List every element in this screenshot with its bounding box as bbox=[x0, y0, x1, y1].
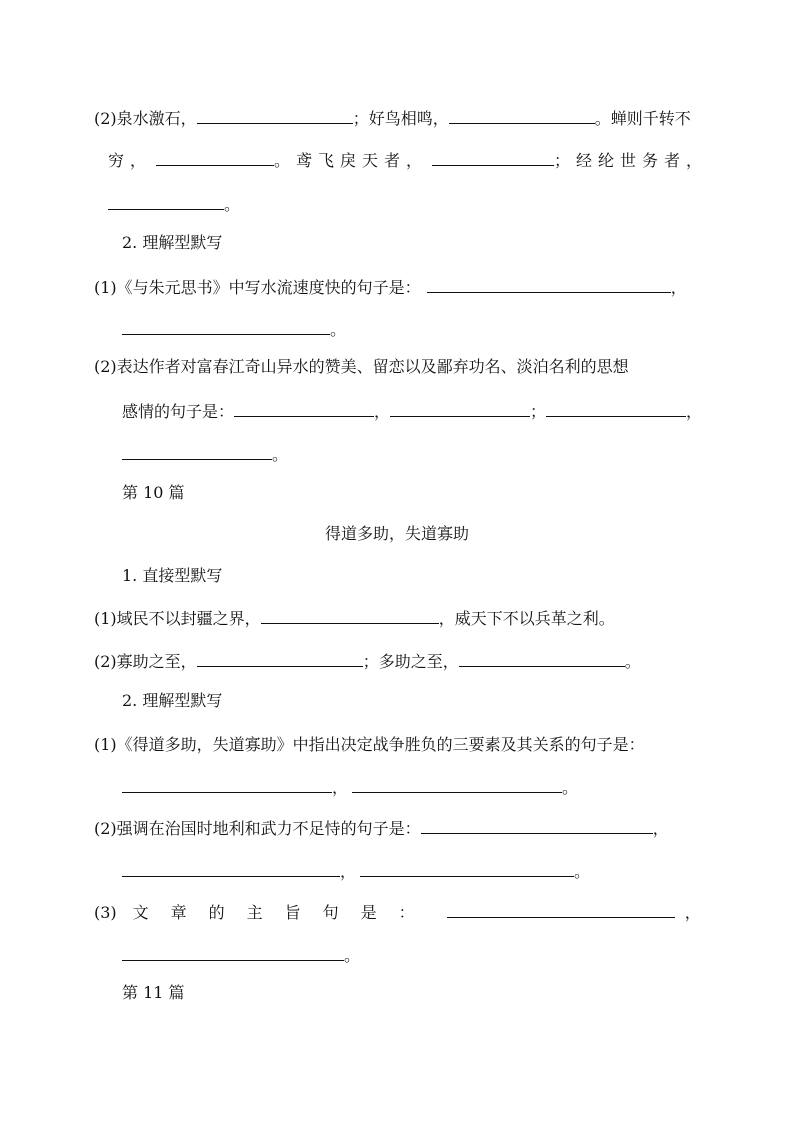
answer-blank[interactable] bbox=[352, 776, 562, 793]
answer-blank[interactable] bbox=[234, 400, 374, 417]
answer-blank[interactable] bbox=[122, 776, 332, 793]
prev-item2-line3: 。 bbox=[108, 193, 240, 216]
item-number: (1) bbox=[94, 278, 117, 297]
understand-q2-line1: (2)强调在治国时地利和武力不足恃的句子是： ， bbox=[94, 819, 669, 838]
answer-blank[interactable] bbox=[360, 860, 574, 877]
understand-q2-line2: ， 。 bbox=[122, 860, 590, 883]
answer-blank[interactable] bbox=[261, 607, 439, 624]
item-number: (2) bbox=[94, 109, 117, 128]
item-number: (2) bbox=[94, 652, 117, 671]
answer-blank[interactable] bbox=[122, 860, 340, 877]
answer-blank[interactable] bbox=[108, 193, 224, 210]
answer-blank[interactable] bbox=[122, 944, 344, 961]
prev-q1-line2: 。 bbox=[122, 318, 346, 341]
answer-blank[interactable] bbox=[546, 400, 686, 417]
item-number: (1) bbox=[94, 735, 117, 754]
chapter-title: 得道多助，失道寡助 bbox=[324, 524, 469, 543]
section-heading: 2. 理解型默写 bbox=[122, 233, 223, 252]
answer-blank[interactable] bbox=[156, 149, 274, 166]
prev-item2-line1: (2)泉水激石， ；好鸟相鸣， 。蝉则千转不 bbox=[94, 109, 691, 128]
prev-item2-line2: 穷， 。鸢飞戾天者， ；经纶世务者， bbox=[108, 151, 709, 170]
answer-blank[interactable] bbox=[459, 650, 625, 667]
item-number: (3) bbox=[94, 903, 117, 922]
understand-q1-line1: (1)《得道多助，失道寡助》中指出决定战争胜负的三要素及其关系的句子是： bbox=[94, 735, 645, 754]
direct-q1: (1)域民不以封疆之界， ，威天下不以兵革之利。 bbox=[94, 609, 615, 628]
answer-blank[interactable] bbox=[122, 443, 272, 460]
item-number: (2) bbox=[94, 819, 117, 838]
answer-blank[interactable] bbox=[421, 817, 653, 834]
section-heading: 1. 直接型默写 bbox=[122, 566, 223, 585]
understand-q1-line2: ， 。 bbox=[122, 776, 578, 799]
chapter-label: 第 11 篇 bbox=[122, 983, 185, 1002]
prev-q2-line1: (2)表达作者对富春江奇山异水的赞美、留恋以及鄙弃功名、淡泊名利的思想 bbox=[94, 357, 629, 376]
prev-q1-line1: (1)《与朱元思书》中写水流速度快的句子是： ， bbox=[94, 278, 687, 297]
prev-q2-line2: 感情的句子是： ， ； ， bbox=[122, 402, 703, 421]
section-heading: 2. 理解型默写 bbox=[122, 691, 223, 710]
answer-blank[interactable] bbox=[197, 107, 353, 124]
direct-q2: (2)寡助之至， ；多助之至， 。 bbox=[94, 652, 641, 671]
answer-blank[interactable] bbox=[197, 650, 363, 667]
understand-q3-line2: 。 bbox=[122, 944, 360, 967]
chapter-label: 第 10 篇 bbox=[122, 483, 185, 502]
answer-blank[interactable] bbox=[447, 901, 675, 918]
answer-blank[interactable] bbox=[432, 149, 554, 166]
item-number: (1) bbox=[94, 609, 117, 628]
answer-blank[interactable] bbox=[122, 318, 330, 335]
answer-blank[interactable] bbox=[390, 400, 530, 417]
understand-q3-line1: (3) 文章的主旨句是： ， bbox=[94, 903, 701, 922]
answer-blank[interactable] bbox=[449, 107, 595, 124]
prev-q2-line3: 。 bbox=[122, 443, 288, 466]
answer-blank[interactable] bbox=[427, 276, 671, 293]
item-number: (2) bbox=[94, 357, 117, 376]
